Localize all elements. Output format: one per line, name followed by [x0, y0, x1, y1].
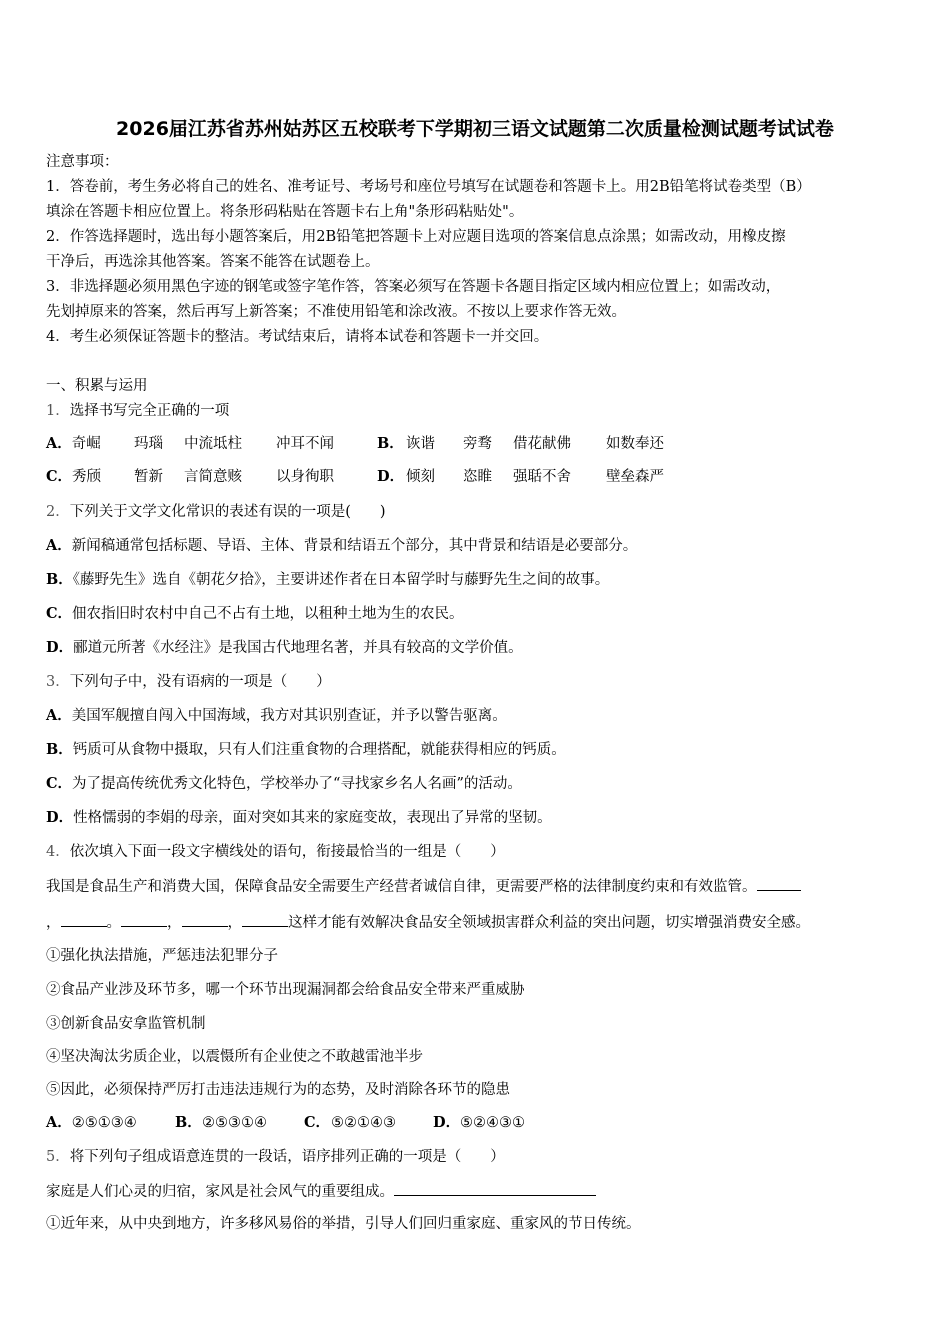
notes-line: 4．考生必须保证答题卡的整洁。考试结束后，请将本试卷和答题卡一并交回。 [46, 329, 549, 345]
question-text: 下列句子中，没有语病的一项是（ ） [69, 674, 331, 690]
question-2-option [46, 638, 523, 658]
question-5-paragraph [46, 1181, 596, 1202]
option-a-word: 中流坻柱 [184, 436, 242, 452]
question-5-item: ①近年来，从中央到地方，许多移风易俗的举措，引导人们回归重家庭、重家风的节日传统。 [46, 1216, 641, 1232]
option-c-word: 以身徇职 [276, 469, 334, 485]
option-label-c: C． [46, 468, 73, 485]
option-label: C． [46, 605, 73, 622]
fill-blank [121, 912, 167, 927]
option-c-word: 言简意赅 [184, 469, 242, 485]
option-label: A． [46, 1114, 72, 1131]
option-b-word: 旁骛 [463, 436, 492, 452]
notes-line: 先划掉原来的答案，然后再写上新答案；不准使用铅笔和涂改液。不按以上要求作答无效。 [46, 304, 626, 320]
option-text: 郦道元所著《水经注》是我国古代地理名著，并具有较高的文学价值。 [73, 640, 523, 656]
option-text: ⑤②①④③ [331, 1115, 396, 1131]
question-1-stem [46, 401, 229, 421]
option-d-word: 壁垒森严 [606, 469, 664, 485]
fill-blank [61, 912, 107, 927]
notes-line: 2．作答选择题时，选出每小题答案后，用2B铅笔把答题卡上对应题目选项的答案信息点涂黑；如需改动，用橡皮擦 [46, 229, 786, 245]
question-number: 2． [46, 504, 70, 520]
section-heading: 一、积累与运用 [46, 378, 148, 394]
question-4-item: ①强化执法措施，严惩违法犯罪分子 [46, 948, 278, 964]
notes-line: 3．非选择题必须用黑色字迹的钢笔或签字笔作答，答案必须写在答题卡各题目指定区域内相应位置上；如需改动， [46, 279, 781, 295]
option-text: 《藤野先生》选自《朝花夕拾》，主要讲述作者在日本留学时与藤野先生之间的故事。 [72, 572, 610, 588]
fill-blank [182, 912, 228, 927]
option-label: D． [433, 1114, 461, 1131]
paragraph-text: 家庭是人们心灵的归宿，家风是社会风气的重要组成。 [46, 1184, 394, 1200]
notes-heading: 注意事项： [46, 154, 119, 170]
question-text: 选择书写完全正确的一项 [69, 403, 230, 419]
question-2-stem [46, 502, 386, 522]
question-3-option [46, 774, 522, 794]
option-text: 佃农指旧时农村中自己不占有土地，以租种土地为生的农民。 [72, 606, 464, 622]
notes-line: 填涂在答题卡相应位置上。将条形码粘贴在答题卡右上角"条形码粘贴处"。 [46, 204, 524, 220]
option-label-d: D． [377, 468, 405, 485]
option-label: A． [46, 707, 72, 724]
paragraph-text: 这样才能有效解决食品安全领域损害群众利益的突出问题，切实增强消费安全感。 [288, 915, 810, 931]
question-3-option [46, 808, 552, 828]
question-4-item: ③创新食品安拿监管机制 [46, 1016, 206, 1032]
question-4-item: ④坚决淘汰劣质企业，以震慑所有企业使之不敢越雷池半步 [46, 1049, 423, 1065]
question-number: 1． [46, 403, 70, 419]
option-label: D． [46, 639, 74, 656]
question-number: 4． [46, 844, 70, 860]
option-text: 新闻稿通常包括标题、导语、主体、背景和结语五个部分，其中背景和结语是必要部分。 [71, 538, 638, 554]
option-label-b: B． [377, 435, 404, 452]
option-d-word: 恣睢 [463, 469, 492, 485]
question-4-paragraph [46, 876, 801, 897]
question-3-stem [46, 672, 331, 692]
question-1-options-row2 [46, 467, 664, 487]
option-b-word: 借花献佛 [513, 436, 571, 452]
option-a-word: 奇崛 [71, 436, 101, 452]
option-label: B． [175, 1114, 202, 1131]
exam-title: 2026届江苏省苏州姑苏区五校联考下学期初三语文试题第二次质量检测试题考试试卷 [116, 118, 834, 140]
option-text: 为了提高传统优秀文化特色，学校举办了“寻找家乡名人名画”的活动。 [72, 776, 522, 792]
question-4-item: ②食品产业涉及环节多，哪一个环节出现漏洞都会给食品安全带来严重威胁 [46, 982, 525, 998]
question-4-options [46, 1113, 525, 1133]
question-number: 3． [46, 674, 70, 690]
option-b-word: 诙谐 [406, 436, 435, 452]
fill-blank [757, 876, 801, 891]
question-4-paragraph [46, 912, 810, 933]
punctuation: ， [227, 915, 242, 931]
option-d-word: 倾刻 [406, 469, 435, 485]
option-c-word: 秀颀 [72, 469, 102, 485]
question-3-option [46, 740, 566, 760]
option-text: 性格懦弱的李娟的母亲，面对突如其来的家庭变故，表现出了异常的坚韧。 [73, 810, 552, 826]
option-text: ②⑤③①④ [202, 1115, 267, 1131]
question-2-option [46, 536, 637, 556]
question-4-stem [46, 842, 505, 862]
question-5-stem [46, 1147, 505, 1167]
option-text: ②⑤①③④ [71, 1115, 137, 1131]
punctuation: ， [167, 915, 182, 931]
question-text: 下列关于文学文化常识的表述有误的一项是( ) [69, 504, 386, 520]
punctuation: 。 [106, 915, 121, 931]
paragraph-text: 我国是食品生产和消费大国，保障食品安全需要生产经营者诚信自律，更需要严格的法律制度约束和有效监管。 [46, 879, 757, 895]
question-1-options-row1 [46, 434, 664, 454]
option-label: D． [46, 809, 74, 826]
punctuation: ， [46, 915, 61, 931]
option-c-word: 暂新 [134, 469, 163, 485]
question-text: 依次填入下面一段文字横线处的语句，衔接最恰当的一组是（ ） [69, 844, 505, 860]
option-label: A． [46, 537, 72, 554]
option-label-a: A． [46, 435, 72, 452]
notes-line: 干净后，再选涂其他答案。答案不能答在试题卷上。 [46, 254, 380, 270]
question-text: 将下列句子组成语意连贯的一段话，语序排列正确的一项是（ ） [69, 1149, 505, 1165]
option-d-word: 强聒不舍 [513, 469, 571, 485]
option-label: C． [304, 1114, 331, 1131]
option-label: B． [46, 571, 73, 588]
question-4-item: ⑤因此，必须保持严厉打击违法违规行为的态势，及时消除各环节的隐患 [46, 1082, 510, 1098]
option-a-word: 玛瑙 [134, 436, 163, 452]
option-label: C． [46, 775, 73, 792]
option-text: 钙质可从食物中摄取，只有人们注重食物的合理搭配，就能获得相应的钙质。 [72, 742, 566, 758]
question-3-option [46, 706, 507, 726]
option-text: 美国军舰擅自闯入中国海域，我方对其识别查证，并予以警告驱离。 [71, 708, 507, 724]
option-label: B． [46, 741, 73, 758]
question-number: 5． [46, 1149, 70, 1165]
option-b-word: 如数奉还 [606, 436, 664, 452]
fill-blank [394, 1181, 596, 1196]
notes-line: 1．答卷前，考生务必将自己的姓名、准考证号、考场号和座位号填写在试题卷和答题卡上。用2B铅笔将试卷类型（B） [46, 179, 811, 195]
fill-blank [242, 912, 288, 927]
option-a-word: 冲耳不闻 [276, 436, 334, 452]
question-2-option [46, 604, 464, 624]
option-text: ⑤②④③① [460, 1115, 525, 1131]
question-2-option [46, 570, 609, 590]
